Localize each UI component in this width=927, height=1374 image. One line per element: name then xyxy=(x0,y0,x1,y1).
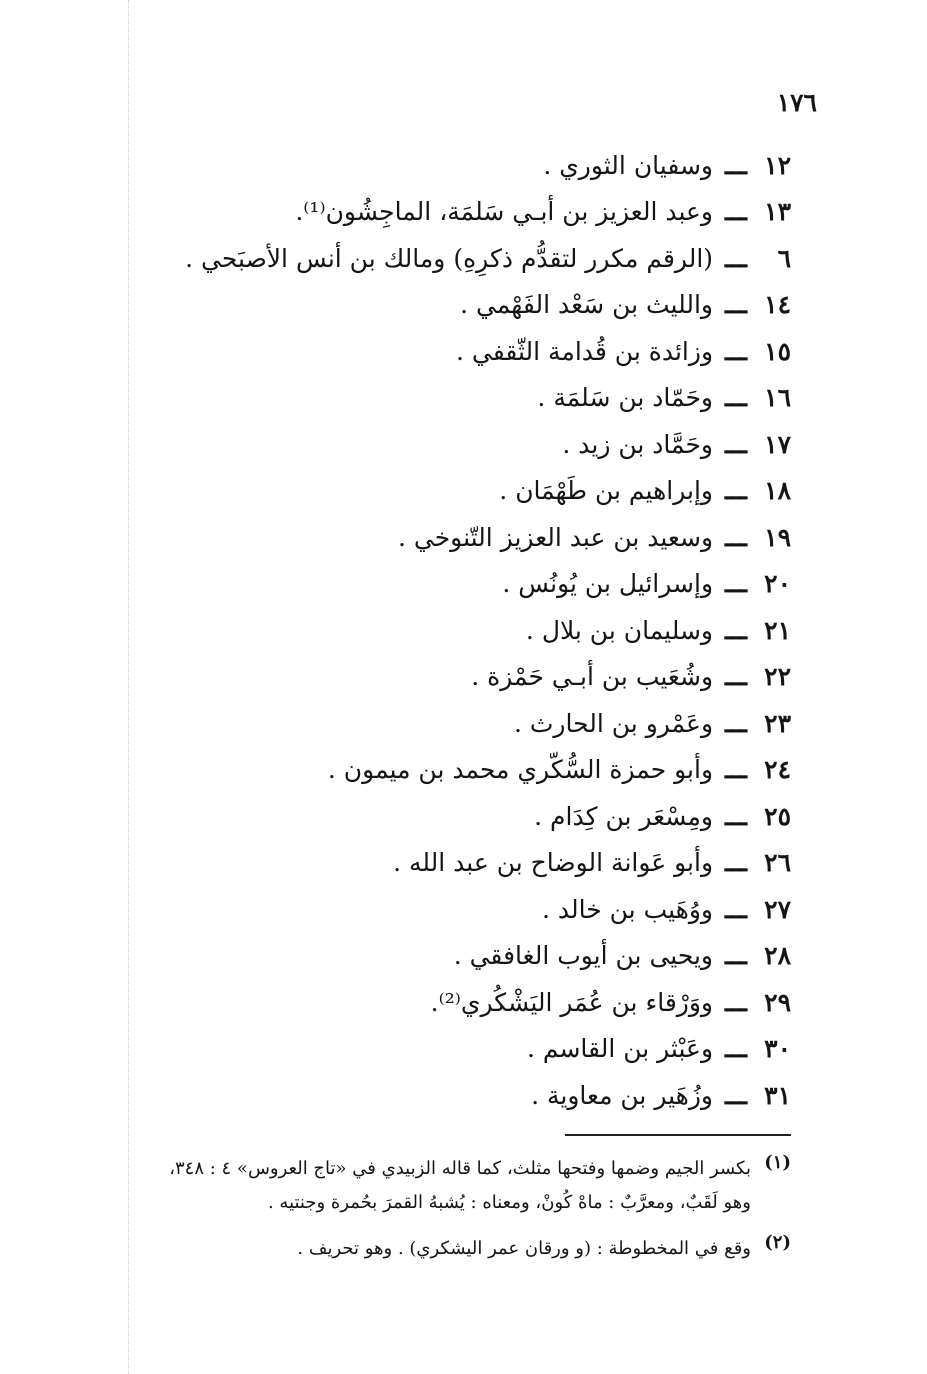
entry-dash: ـــ xyxy=(725,941,747,971)
entry-text: وسفيان الثوري . xyxy=(543,150,714,180)
footnote-line: وهو لَقَبٌ، ومعرَّبٌ : ماهْ كُونْ، ومعناه : يُشبهُ القمرَ بحُمرة وجنتيه . xyxy=(267,1192,751,1213)
list-item xyxy=(91,189,791,236)
entry-dash: ـــ xyxy=(725,197,747,227)
entry-dash: ـــ xyxy=(725,708,747,738)
entry-number: ٢٦ xyxy=(764,848,791,878)
entry-number: ٢١ xyxy=(764,615,791,645)
entry-dash: ـــ xyxy=(725,615,747,645)
entry-dash: ـــ xyxy=(725,383,747,413)
list-item xyxy=(91,375,791,422)
entry-number: ١٧ xyxy=(764,429,791,459)
entry-dash: ـــ xyxy=(725,243,747,273)
list-item xyxy=(91,561,791,608)
list-item xyxy=(91,421,791,468)
entry-dash: ـــ xyxy=(725,150,747,180)
footnote-line: وقع في المخطوطة : (و ورقان عمر اليشكري) . وهو تحريف . xyxy=(297,1238,751,1259)
entry-text: وأبو حمزة السُّكّري محمد بن ميمون . xyxy=(327,755,714,785)
entry-number: ١٥ xyxy=(764,336,791,366)
entry-number: ٢٧ xyxy=(764,894,791,924)
footnotes xyxy=(91,1152,791,1278)
entry-text: وأبو عَوانة الوضاح بن عبد الله . xyxy=(393,848,714,878)
entry-dash: ـــ xyxy=(725,336,747,366)
list-item xyxy=(91,654,791,701)
entry-number: ٢٥ xyxy=(764,801,791,831)
entry-text: وحَمّاد بن سَلمَة . xyxy=(537,383,714,413)
entry-number: ١٩ xyxy=(764,522,791,552)
entry-dash: ـــ xyxy=(725,987,747,1017)
list-item xyxy=(91,979,791,1026)
list-item xyxy=(91,700,791,747)
list-item xyxy=(91,514,791,561)
entry-text: ووُهَيب بن خالد . xyxy=(542,894,714,924)
entry-number: ١٤ xyxy=(764,290,791,320)
list-item xyxy=(91,142,791,189)
entry-number: ٦ xyxy=(777,243,791,273)
entry-number: ٢٠ xyxy=(764,569,791,599)
entry-text: ومِسْعَر بن كِدَام . xyxy=(534,801,714,831)
entry-text: ووَرْقاء بن عُمَر اليَشْكُري⁽²⁾. xyxy=(430,987,714,1017)
list-item xyxy=(91,235,791,282)
list-item xyxy=(91,1072,791,1119)
footnote-number: (١) xyxy=(764,1152,791,1173)
list-item xyxy=(91,282,791,329)
footnote-divider xyxy=(565,1134,791,1136)
list-item xyxy=(91,1026,791,1073)
entry-text: وعَمْرو بن الحارث . xyxy=(514,708,714,738)
page-number: ١٧٦ xyxy=(776,88,817,117)
entry-number: ١٢ xyxy=(764,150,791,180)
entry-text: وعَبْثر بن القاسم . xyxy=(526,1034,714,1064)
entry-dash: ـــ xyxy=(725,429,747,459)
entry-number: ٢٣ xyxy=(764,708,791,738)
entry-number: ١٣ xyxy=(764,197,791,227)
footnote-body xyxy=(91,1152,751,1220)
entry-number: ٢٢ xyxy=(764,662,791,692)
list-item xyxy=(91,793,791,840)
entry-number: ٣٠ xyxy=(764,1034,791,1064)
footnote xyxy=(91,1232,791,1266)
entry-text: وحَمَّاد بن زيد . xyxy=(562,429,714,459)
footnote-line: بكسر الجيم وضمها وفتحها مثلث، كما قاله الزبيدي في «تاج العروس» ٤ : ٣٤٨، xyxy=(169,1158,751,1179)
entry-number: ١٦ xyxy=(764,383,791,413)
entry-text: وزُهَير بن معاوية . xyxy=(531,1080,714,1110)
entry-dash: ـــ xyxy=(725,569,747,599)
entry-text: (الرقم مكرر لتقدُّم ذكرِهِ) ومالك بن أنس الأصبَحي . xyxy=(185,243,714,273)
entry-number: ١٨ xyxy=(764,476,791,506)
entry-text: ويحيى بن أيوب الغافقي . xyxy=(453,941,714,971)
entry-dash: ـــ xyxy=(725,848,747,878)
entry-number: ٢٨ xyxy=(764,941,791,971)
entry-dash: ـــ xyxy=(725,522,747,552)
entry-text: وسعيد بن عبد العزيز التّنوخي . xyxy=(397,522,714,552)
footnote-body xyxy=(91,1232,751,1266)
list-item xyxy=(91,747,791,794)
entry-dash: ـــ xyxy=(725,476,747,506)
entry-text: وإبراهيم بن طَهْمَان . xyxy=(499,476,714,506)
footnote xyxy=(91,1152,791,1220)
entry-text: وشُعَيب بن أبـي حَمْزة . xyxy=(471,662,714,692)
entry-dash: ـــ xyxy=(725,894,747,924)
entry-text: وسليمان بن بلال . xyxy=(525,615,714,645)
entry-dash: ـــ xyxy=(725,662,747,692)
entry-dash: ـــ xyxy=(725,1080,747,1110)
list-item xyxy=(91,840,791,887)
entry-number: ٣١ xyxy=(764,1080,791,1110)
entry-text: وزائدة بن قُدامة الثّقفي . xyxy=(455,336,714,366)
entry-dash: ـــ xyxy=(725,290,747,320)
list-item xyxy=(91,886,791,933)
entry-dash: ـــ xyxy=(725,1034,747,1064)
entry-text: والليث بن سَعْد الفَهْمي . xyxy=(460,290,714,320)
list-item xyxy=(91,328,791,375)
list-item xyxy=(91,607,791,654)
footnote-number: (٢) xyxy=(764,1232,791,1253)
entry-number: ٢٩ xyxy=(764,987,791,1017)
entry-text: وإسرائيل بن يُونُس . xyxy=(502,569,714,599)
entry-number: ٢٤ xyxy=(764,755,791,785)
list-item xyxy=(91,933,791,980)
entry-text: وعبد العزيز بن أبـي سَلمَة، الماجِشُون⁽¹⁾. xyxy=(295,197,714,227)
narrator-list xyxy=(91,142,791,1119)
entry-dash: ـــ xyxy=(725,801,747,831)
entry-dash: ـــ xyxy=(725,755,747,785)
list-item xyxy=(91,468,791,515)
